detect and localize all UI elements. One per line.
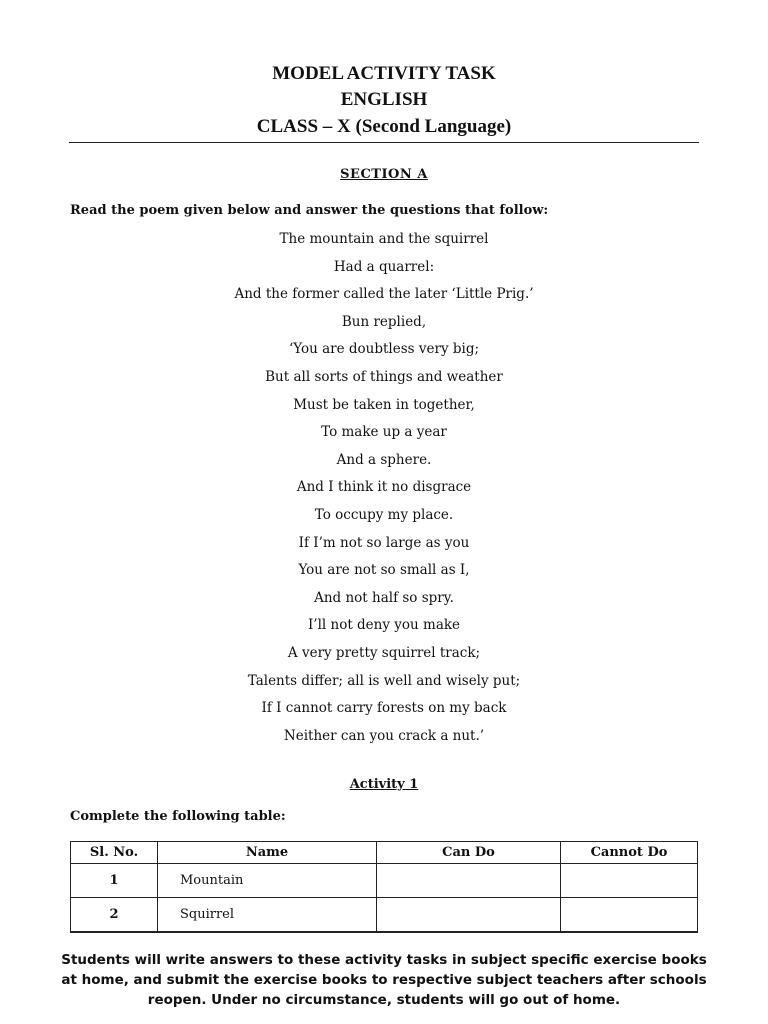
header-divider [69, 142, 699, 143]
cell-name: Mountain [158, 864, 377, 898]
poem-line: Talents differ; all is well and wisely put; [247, 672, 521, 689]
table-row [71, 864, 698, 898]
cell-can-do [377, 898, 561, 933]
poem-line: To occupy my place. [314, 506, 454, 523]
activity-table [70, 841, 698, 933]
class-title: CLASS – X (Second Language) [256, 116, 512, 137]
poem-line: If I’m not so large as you [298, 534, 470, 551]
poem-line: And the former called the later ‘Little Prig.’ [234, 286, 534, 303]
activity-heading: Activity 1 [349, 777, 419, 792]
poem-line: To make up a year [321, 424, 447, 441]
cell-name: Squirrel [158, 898, 377, 933]
table-header-row [71, 842, 698, 864]
poem-line: But all sorts of things and weather [265, 368, 503, 385]
cell-cannot-do [561, 898, 698, 933]
table-row [71, 898, 698, 933]
header-name: Name [158, 842, 377, 864]
footer-notice: Students will write answers to these activity tasks in subject specific exercise books at home, and submit the exercise books to respective subject teachers after schools reopen. Under no circumstance, students will go out of home. [61, 952, 707, 1008]
section-instruction: Read the poem given below and answer the questions that follow: [70, 203, 549, 218]
poem-line: ‘You are doubtless very big; [288, 341, 480, 358]
poem-line: Bun replied, [341, 313, 427, 330]
poem-line: And a sphere. [336, 451, 432, 468]
cell-can-do [377, 864, 561, 898]
poem [0, 229, 768, 753]
poem-line: Neither can you crack a nut.’ [283, 727, 485, 744]
poem-line: Must be taken in together, [293, 396, 475, 413]
cell-sl-no: 1 [71, 864, 158, 898]
poem-line: The mountain and the squirrel [279, 231, 489, 247]
poem-line: If I cannot carry forests on my back [261, 700, 507, 717]
poem-line: I’ll not deny you make [307, 617, 461, 634]
poem-line: Had a quarrel: [333, 258, 435, 275]
poem-line: You are not so small as I, [298, 562, 470, 579]
poem-line: A very pretty squirrel track; [287, 644, 481, 661]
cell-cannot-do [561, 864, 698, 898]
activity-instruction: Complete the following table: [70, 809, 286, 824]
subject-title: ENGLISH [340, 89, 428, 110]
poem-line: And I think it no disgrace [296, 479, 472, 496]
header-can-do: Can Do [377, 842, 561, 864]
poem-line: And not half so spry. [314, 589, 454, 606]
section-heading: SECTION A [340, 167, 428, 182]
header-cannot-do: Cannot Do [561, 842, 698, 864]
document-title: MODEL ACTIVITY TASK [272, 63, 496, 84]
header-sl-no: Sl. No. [71, 842, 158, 864]
cell-sl-no: 2 [71, 898, 158, 933]
